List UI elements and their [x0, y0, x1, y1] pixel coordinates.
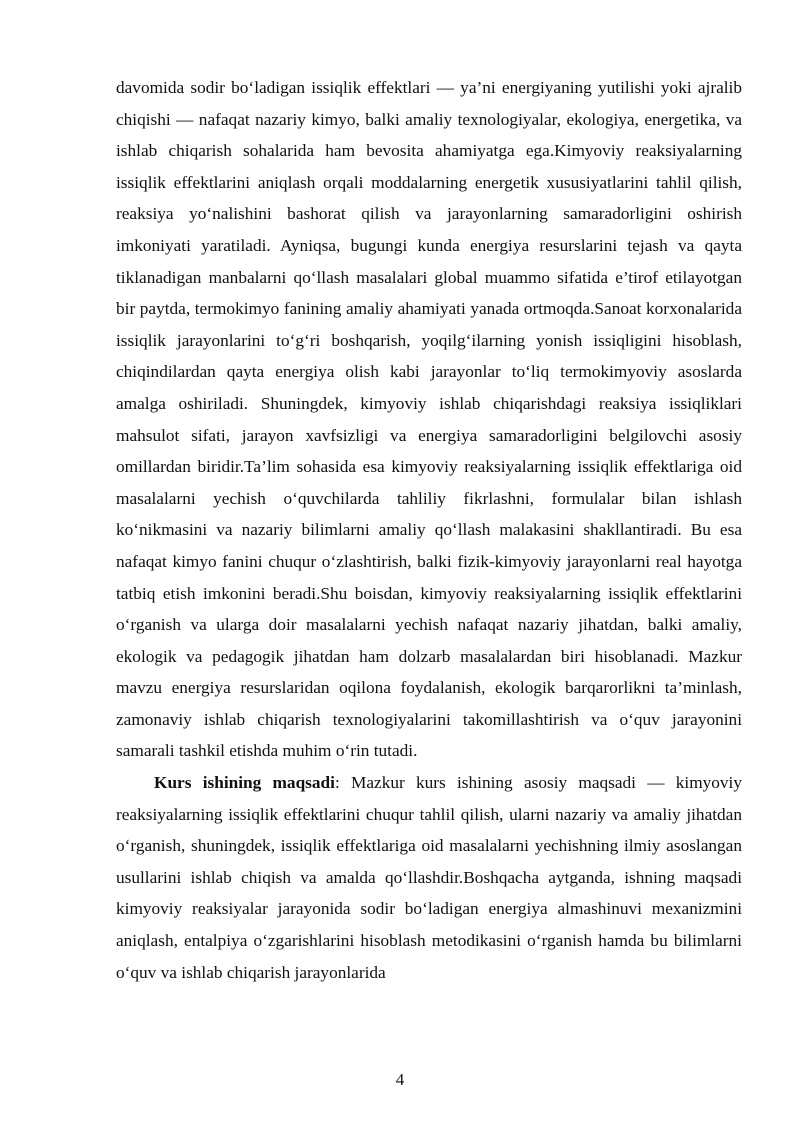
- paragraph-heading-goal: Kurs ishining maqsadi: [154, 773, 335, 793]
- paragraph-2-text: : Mazkur kurs ishining asosiy maqsadi — kimyoviy reaksiyalarning issiqlik effektlarini chuqur tahlil qilish, ularni nazariy va amaliy jihatdan o‘rganish, shuningdek, issiqlik effektlariga oid masalalarni yechishning ilmiy asoslangan usullarini ishlab chiqish va amalda qo‘llashdir.Boshqacha aytganda, ishning maqsadi kimyoviy reaksiyalar jarayonida sodir bo‘ladigan energiya almashinuvi mexanizmini aniqlash, entalpiya o‘zgarishlarini hisoblash metodikasini o‘rganish hamda bu bilimlarni o‘quv va ishlab chiqarish jarayonlarida: [116, 773, 742, 982]
- body-paragraph-1: davomida sodir bo‘ladigan issiqlik effektlari — ya’ni energiyaning yutilishi yoki ajralib chiqishi — nafaqat nazariy kimyo, balki amaliy texnologiyalar, ekologiya, energetika, va ishlab chiqarish sohalarida ham bevosita ahamiyatga ega.Kimyoviy reaksiyalarning issiqlik effektlarini aniqlash orqali moddalarning energetik xususiyatlarini tahlil qilish, reaksiya yo‘nalishini bashorat qilish va jarayonlarning samaradorligini oshirish imkoniyati yaratiladi. Ayniqsa, bugungi kunda energiya resurslarini tejash va qayta tiklanadigan manbalarni qo‘llash masalalari global muammo sifatida e’tirof etilayotgan bir paytda, termokimyo fanining amaliy ahamiyati yanada ortmoqda.Sanoat korxonalarida issiqlik jarayonlarini to‘g‘ri boshqarish, yoqilg‘ilarning yonish issiqligini hisoblash, chiqindilardan qayta energiya olish kabi jarayonlar to‘liq termokimyoviy asoslarda amalga oshiriladi. Shuningdek, kimyoviy ishlab chiqarishdagi reaksiya issiqliklari mahsulot sifati, jarayon xavfsizligi va energiya samaradorligini belgilovchi asosiy omillardan biridir.Ta’lim sohasida esa kimyoviy reaksiyalarning issiqlik effektlariga oid masalalarni yechish o‘quvchilarda tahliliy fikrlashni, formulalar bilan ishlash ko‘nikmasini va nazariy bilimlarni amaliy qo‘llash malakasini shakllantiradi. Bu esa nafaqat kimyo fanini chuqur o‘zlashtirish, balki fizik-kimyoviy jarayonlarni real hayotga tatbiq etish imkonini beradi.Shu boisdan, kimyoviy reaksiyalarning issiqlik effektlarini o‘rganish va ularga doir masalalarni yechish nafaqat nazariy jihatdan, balki amaliy, ekologik va pedagogik jihatdan ham dolzarb masalalardan biri hisoblanadi. Mazkur mavzu energiya resurslaridan oqilona foydalanish, ekologik barqarorlikni ta’minlash, zamonaviy ishlab chiqarish texnologiyalarini takomillashtirish va o‘quv jarayonini samarali tashkil etishda muhim o‘rin tutadi.: [116, 78, 742, 761]
- body-paragraph-2: [116, 767, 742, 988]
- document-page: [116, 72, 742, 988]
- page-number: 4: [395, 1070, 405, 1089]
